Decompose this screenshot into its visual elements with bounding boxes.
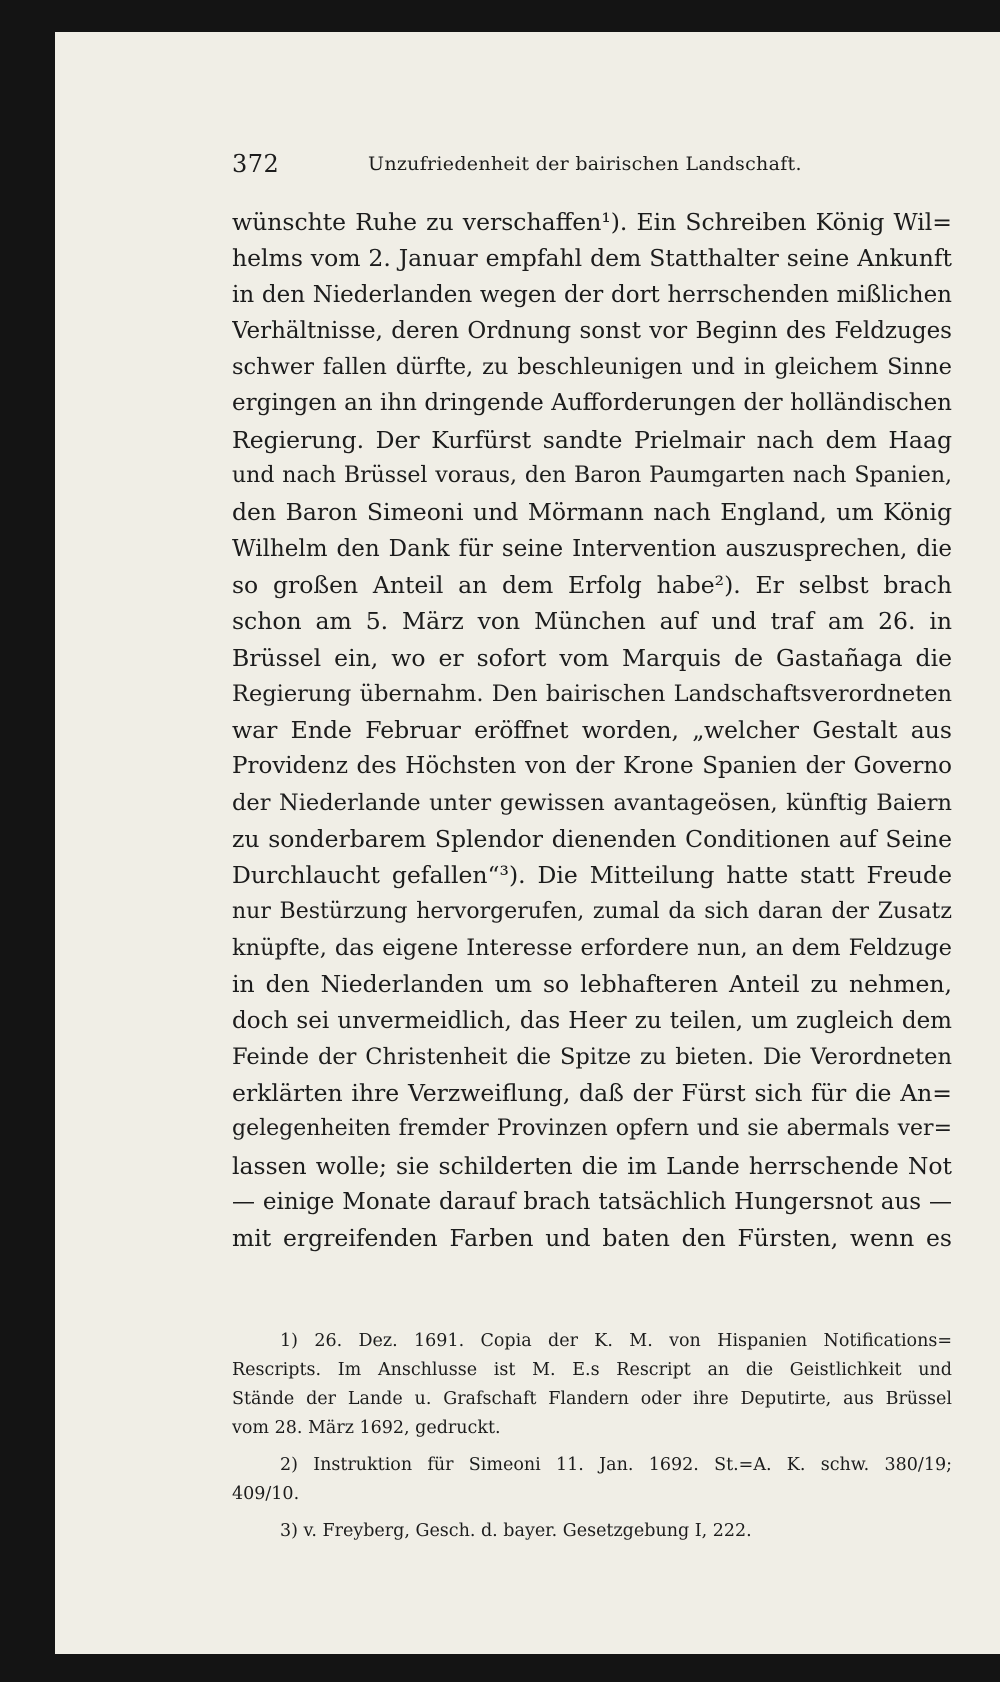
text-line: schwer fallen dürfte, zu beschleunigen und in gleichem Sinne	[232, 354, 952, 381]
footnote-line: 2) Instruktion für Simeoni 11. Jan. 1692. St.=A. K. schw. 380/19;	[280, 1455, 952, 1475]
text-line: nur Bestürzung hervorgerufen, zumal da sich daran der Zusatz	[232, 898, 952, 924]
footnote-3	[232, 1517, 952, 1546]
page-number: 372	[232, 150, 280, 178]
text-line: wünschte Ruhe zu verschaffen¹). Ein Schreiben König Wil=	[232, 208, 952, 236]
text-line: — einige Monate darauf brach tatsächlich Hungersnot aus —	[232, 1189, 952, 1216]
text-line: lassen wolle; sie schilderten die im Lande herrschende Not	[232, 1151, 952, 1180]
footnotes	[232, 1327, 952, 1546]
footnote-line: vom 28. März 1692, gedruckt.	[232, 1418, 501, 1438]
text-line: Durchlaucht gefallen“³). Die Mitteilung hatte statt Freude	[232, 861, 952, 890]
text-line: doch sei unvermeidlich, das Heer zu teilen, um zugleich dem	[232, 1007, 952, 1034]
text-line: Feinde der Christenheit die Spitze zu bieten. Die Verordneten	[232, 1043, 952, 1070]
text-line: Verhältnisse, deren Ordnung sonst vor Beginn des Feldzuges	[232, 317, 952, 344]
text-line: Providenz des Höchsten von der Krone Spanien der Governo	[232, 753, 952, 780]
text-line: der Niederlande unter gewissen avantageösen, künftig Baiern	[232, 789, 952, 816]
page-header	[232, 150, 936, 192]
body-text	[232, 204, 952, 1257]
footnote-line: 3) v. Freyberg, Gesch. d. bayer. Gesetzgebung I, 222.	[280, 1521, 752, 1541]
text-line: schon am 5. März von München auf und traf am 26. in	[232, 607, 952, 636]
text-line: Regierung übernahm. Den bairischen Landschaftsverordneten	[232, 680, 952, 707]
footnote-line: Rescripts. Im Anschlusse ist M. E.s Rescript an die Geistlichkeit und	[232, 1360, 952, 1380]
footnote-line: 1) 26. Dez. 1691. Copia der K. M. von Hispanien Notifications=	[280, 1331, 952, 1351]
text-line: und nach Brüssel voraus, den Baron Paumgarten nach Spanien,	[232, 463, 952, 489]
text-line: Brüssel ein, wo er sofort vom Marquis de Gastañaga die	[232, 643, 952, 672]
text-line: mit ergreifenden Farben und baten den Fürsten, wenn es	[232, 1224, 952, 1253]
text-line: ergingen an ihn dringende Aufforderungen der holländischen	[232, 390, 952, 417]
text-line: erklärten ihre Verzweiflung, daß der Fürst sich für die An=	[232, 1079, 952, 1108]
running-head: Unzufriedenheit der bairischen Landschaft.	[368, 153, 802, 175]
text-line: in den Niederlanden um so lebhafteren Anteil zu nehmen,	[232, 970, 952, 999]
text-line: Regierung. Der Kurfürst sandte Prielmair nach dem Haag	[232, 425, 952, 454]
footnote-line: Stände der Lande u. Grafschaft Flandern oder ihre Deputirte, aus Brüssel	[232, 1389, 952, 1409]
text-line: so großen Anteil an dem Erfolg habe²). Er selbst brach	[232, 570, 952, 599]
text-line: den Baron Simeoni und Mörmann nach England, um König	[232, 498, 952, 527]
text-line: helms vom 2. Januar empfahl dem Statthalter seine Ankunft	[232, 244, 952, 273]
text-line: Wilhelm den Dank für seine Intervention auszusprechen, die	[232, 535, 952, 562]
text-line: gelegenheiten fremder Provinzen opfern und sie abermals ver=	[232, 1116, 952, 1142]
footnote-line: 409/10.	[232, 1484, 300, 1504]
text-line: in den Niederlanden wegen der dort herrschenden mißlichen	[232, 281, 952, 308]
text-line: zu sonderbarem Splendor dienenden Conditionen auf Seine	[232, 825, 952, 854]
footnote-1	[232, 1327, 952, 1443]
book-page	[55, 32, 1000, 1654]
text-line: war Ende Februar eröffnet worden, „welcher Gestalt aus	[232, 716, 952, 745]
text-line: knüpfte, das eigene Interesse erfordere nun, an dem Feldzuge	[232, 934, 952, 961]
footnote-2	[232, 1451, 952, 1509]
